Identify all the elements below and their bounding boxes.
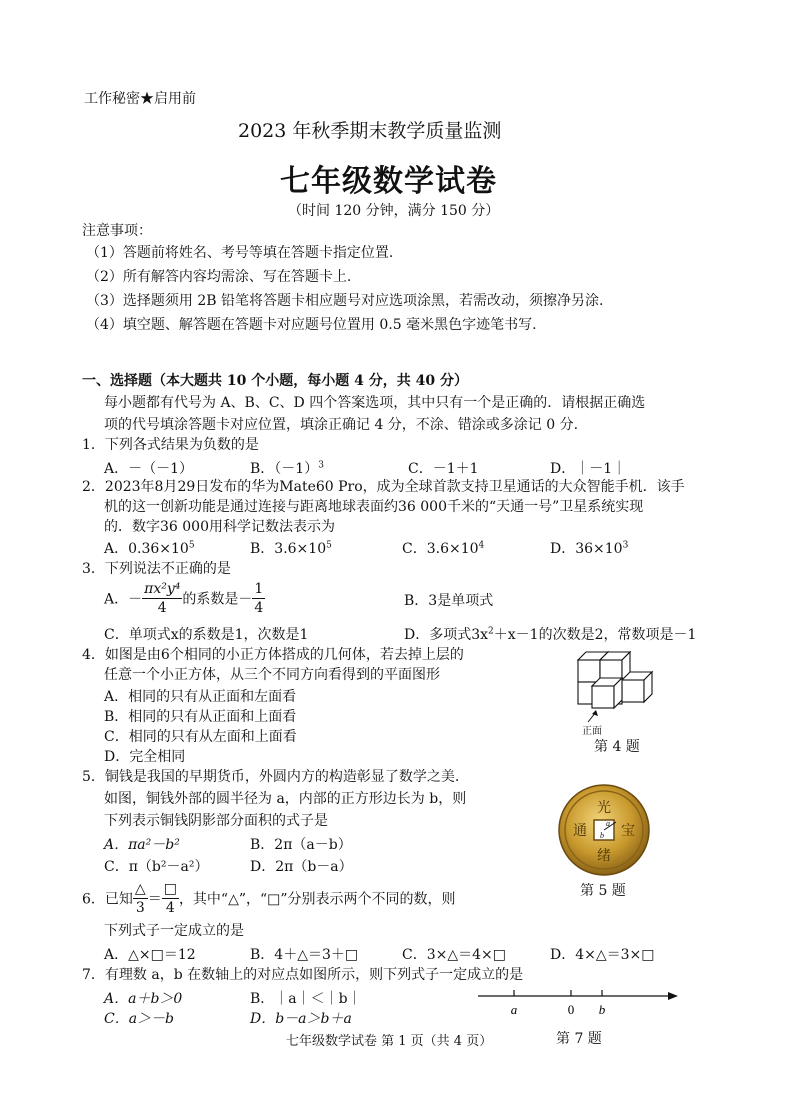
section-heading: 一、选择题（本大题共 10 个小题，每小题 4 分，共 40 分） xyxy=(82,373,468,389)
note-item: （3）选择题须用 2B 铅笔将答题卡相应题号对应选项涂黑，若需改动，须擦净另涂. xyxy=(86,293,604,309)
q6-option-a: A．△×□＝12 xyxy=(104,947,196,963)
question-5-stem: 5．铜钱是我国的早期货币，外圆内方的构造彰显了数学之美. xyxy=(82,769,460,785)
question-3-stem: 3．下列说法不正确的是 xyxy=(82,561,231,577)
q5-option-d: D．2π（b－a） xyxy=(250,859,353,875)
question-7-stem: 7．有理数 a，b 在数轴上的对应点如图所示，则下列式子一定成立的是 xyxy=(82,967,524,983)
q1-option-d: D．｜－1｜ xyxy=(550,461,627,477)
coin-char: 通 xyxy=(573,823,587,839)
coin-radius-label: a xyxy=(606,819,610,828)
q3-option-a: A．－ $\frac{\text{πx²y⁴}}{4}$ 的系数是－ $\frac{1}{4}$ xyxy=(104,581,264,616)
figure-4-caption: 第 4 题 xyxy=(594,739,640,755)
number-line-label-a: a xyxy=(510,1002,518,1017)
front-label: 正面 xyxy=(582,726,602,737)
q4-option-c: C．相同的只有从左面和上面看 xyxy=(104,729,297,745)
q1-option-a: A．－（－1） xyxy=(104,461,194,477)
secret-label: 工作秘密★启用前 xyxy=(84,91,196,107)
q1-option-b: B．$(-1)^3$ xyxy=(250,460,324,477)
question-5-stem: 下列表示铜钱阴影部分面积的式子是 xyxy=(104,813,328,829)
section-instruction: 每小题都有代号为 A、B、C、D 四个答案选项，其中只有一个是正确的．请根据正确选 xyxy=(104,395,646,411)
question-6-stem: 6．已知 $\frac{\triangle}{3}$ ＝ $\frac{□}{4}$ ，其中“△”，“□”分别表示两个不同的数，则 xyxy=(82,881,456,916)
number-line-label-b: b xyxy=(598,1002,606,1017)
q3-option-b: B．3是单项式 xyxy=(404,593,494,609)
figure-7-caption: 第 7 题 xyxy=(556,1031,602,1047)
notes-heading: 注意事项： xyxy=(82,223,152,239)
q2-option-c: C．$3.6\times 10^4$ xyxy=(402,540,485,557)
exam-title: 2023 年秋季期末教学质量监测 xyxy=(238,120,502,142)
note-item: （1）答题前将姓名、考号等填在答题卡指定位置. xyxy=(86,245,394,261)
question-2-stem: 2．2023年8月29日发布的华为Mate60 Pro，成为全球首款支持卫星通话的大众智能手机．该手 xyxy=(82,479,685,495)
q3-option-d: D．多项式$3x^2+x-1$的次数是2，常数项是－1 xyxy=(404,626,697,643)
page-footer: 七年级数学试卷 第 1 页（共 4 页） xyxy=(286,1034,493,1049)
q2-option-d: D．$36\times 10^3$ xyxy=(550,540,629,557)
q7-option-b: B．｜a｜＜｜b｜ xyxy=(250,991,362,1007)
number-line xyxy=(474,986,684,1020)
q6-option-b: B．4＋△＝3＋□ xyxy=(250,947,359,963)
q2-option-a: A．$0.36\times 10^5$ xyxy=(104,540,195,557)
q1-option-c: C．－1＋1 xyxy=(408,461,479,477)
coin-char: 绪 xyxy=(597,848,611,864)
q7-option-c: C．a＞－b xyxy=(104,1011,175,1027)
q4-option-b: B．相同的只有从正面和上面看 xyxy=(104,709,297,725)
question-5-stem: 如图，铜钱外部的圆半径为 a，内部的正方形边长为 b，则 xyxy=(104,791,467,807)
q4-option-d: D．完全相同 xyxy=(104,749,186,765)
note-item: （2）所有解答内容均需涂、写在答题卡上. xyxy=(86,269,352,285)
q5-option-b: B．2π（a－b） xyxy=(250,837,352,853)
q6-option-c: C．3×△＝4×□ xyxy=(402,947,506,963)
coin-square-label: b xyxy=(600,831,604,840)
q5-option-a: A．πa²－b² xyxy=(104,837,180,853)
note-item: （4）填空题、解答题在答题卡对应题号位置用 0.5 毫米黑色字迹笔书写. xyxy=(86,317,537,333)
question-1-stem: 1．下列各式结果为负数的是 xyxy=(82,437,259,453)
q4-option-a: A．相同的只有从正面和左面看 xyxy=(104,689,297,705)
figure-5-caption: 第 5 题 xyxy=(580,883,626,899)
coin-char: 光 xyxy=(597,800,611,816)
question-2-stem: 机的这一创新功能是通过连接与距离地球表面约36 000千米的“天通一号”卫星系统实现 xyxy=(104,499,644,515)
question-6-stem: 下列式子一定成立的是 xyxy=(104,923,244,939)
coin-figure xyxy=(556,782,652,878)
q7-option-a: A．a＋b＞0 xyxy=(104,991,183,1007)
q6-option-d: D．4×△＝3×□ xyxy=(550,947,655,963)
number-line-label-0: 0 xyxy=(567,1002,575,1017)
question-4-stem: 任意一个小正方体，从三个不同方向看得到的平面图形 xyxy=(104,667,440,683)
coin-char: 宝 xyxy=(621,823,635,839)
q3-option-c: C．单项式x的系数是1，次数是1 xyxy=(104,627,309,643)
question-4-stem: 4．如图是由6个相同的小正方体搭成的几何体，若去掉上层的 xyxy=(82,647,464,663)
q7-option-d: D．b－a＞b＋a xyxy=(250,1011,352,1027)
time-score: （时间 120 分钟，满分 150 分） xyxy=(288,203,500,219)
section-instruction: 项的代号填涂答题卡对应位置，填涂正确记 4 分，不涂、错涂或多涂记 0 分. xyxy=(104,417,579,433)
q5-option-c: C．π（b²－a²） xyxy=(104,859,209,875)
paper-title: 七年级数学试卷 xyxy=(280,164,497,199)
q2-option-b: B．$3.6\times 10^5$ xyxy=(250,540,332,557)
question-2-stem: 的．数字36 000用科学记数法表示为 xyxy=(104,519,335,535)
